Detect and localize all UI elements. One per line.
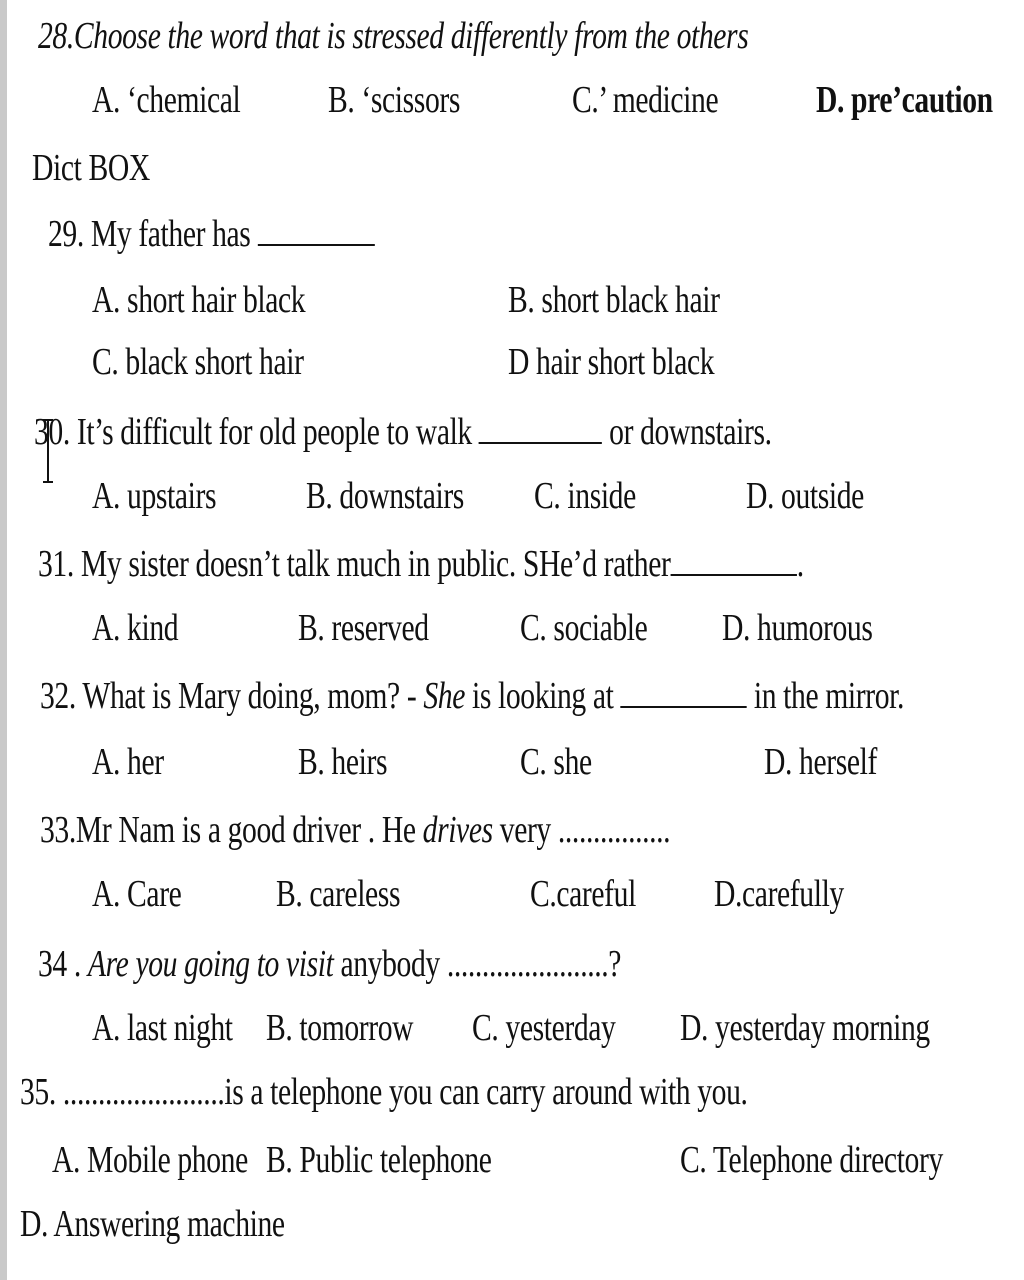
question-35-stem: 35. .......................is a telephone you can carry around with you. (20, 1071, 748, 1113)
question-28-option-b: B. ‘scissors (328, 79, 461, 121)
question-33-option-b: B. careless (276, 873, 401, 915)
question-30-stem (34, 410, 772, 454)
question-33-option-a: A. Care (92, 873, 182, 915)
question-30-option-c: C. inside (534, 475, 636, 517)
answer-blank (257, 214, 374, 246)
question-34-stem (38, 942, 621, 986)
question-32-stem-a: 32. What is Mary doing, mom? - (40, 675, 424, 717)
question-33-stem (40, 808, 670, 852)
question-30-option-b: B. downstairs (306, 475, 464, 517)
question-30-stem-text: 30. It’s difficult for old people to walk (34, 411, 472, 453)
question-31-stem (38, 542, 804, 586)
text-cursor-icon (41, 418, 55, 484)
question-35-option-b: B. Public telephone (266, 1139, 492, 1181)
question-34-number: 34 . (38, 943, 88, 985)
question-31-option-c: C. sociable (520, 607, 648, 649)
question-33-option-c: C.careful (530, 873, 636, 915)
question-32-option-b: B. heirs (298, 741, 388, 783)
question-28-option-d: D. pre’caution (816, 79, 993, 121)
answer-blank (620, 676, 746, 708)
question-34-stem-c: anybody .......................? (333, 943, 622, 985)
question-31-option-a: A. kind (92, 607, 179, 649)
question-29-option-d: D hair short black (508, 341, 715, 383)
question-34-option-d: D. yesterday morning (680, 1007, 930, 1049)
question-35-option-a: A. Mobile phone (52, 1139, 248, 1181)
question-30-stem-end: or downstairs. (609, 411, 772, 453)
question-33-stem-b: drives (422, 809, 493, 851)
question-31-stem-end: . (796, 543, 804, 585)
page-left-border (0, 0, 7, 1280)
question-35-option-d: D. Answering machine (20, 1203, 285, 1245)
question-30-option-a: A. upstairs (92, 475, 217, 517)
question-32-stem (40, 674, 904, 718)
question-29-stem-text: 29. My father has (48, 213, 251, 255)
question-32-option-c: C. she (520, 741, 592, 783)
answer-blank (670, 544, 796, 576)
answer-blank (479, 412, 602, 444)
question-32-stem-end: in the mirror. (753, 675, 904, 717)
question-33-option-d: D.carefully (714, 873, 844, 915)
dict-box-label: Dict BOX (32, 147, 150, 189)
question-29-option-c: C. black short hair (92, 341, 304, 383)
question-34-option-c: C. yesterday (472, 1007, 616, 1049)
question-31-option-b: B. reserved (298, 607, 429, 649)
question-32-stem-c: is looking at (464, 675, 614, 717)
question-33-stem-a: 33.Mr Nam is a good driver . He (40, 809, 423, 851)
question-35-option-c: C. Telephone directory (680, 1139, 943, 1181)
question-32-stem-b: She (423, 675, 465, 717)
question-34-stem-b: Are you going to visit (87, 943, 334, 985)
question-28-stem: 28.Choose the word that is stressed differently from the others (38, 15, 749, 57)
question-30-option-d: D. outside (746, 475, 864, 517)
question-29-option-a: A. short hair black (92, 279, 306, 321)
question-32-option-a: A. her (92, 741, 164, 783)
question-31-stem-text: 31. My sister doesn’t talk much in public. SHe’d rather (38, 543, 671, 585)
question-29-option-b: B. short black hair (508, 279, 720, 321)
question-34-option-b: B. tomorrow (266, 1007, 414, 1049)
question-33-stem-c: very ................ (492, 809, 671, 851)
question-32-option-d: D. herself (764, 741, 877, 783)
question-28-option-a: A. ‘chemical (92, 79, 241, 121)
question-34-option-a: A. last night (92, 1007, 233, 1049)
question-31-option-d: D. humorous (722, 607, 873, 649)
question-28-option-c: C.’ medicine (572, 79, 719, 121)
question-29-stem (48, 212, 374, 256)
